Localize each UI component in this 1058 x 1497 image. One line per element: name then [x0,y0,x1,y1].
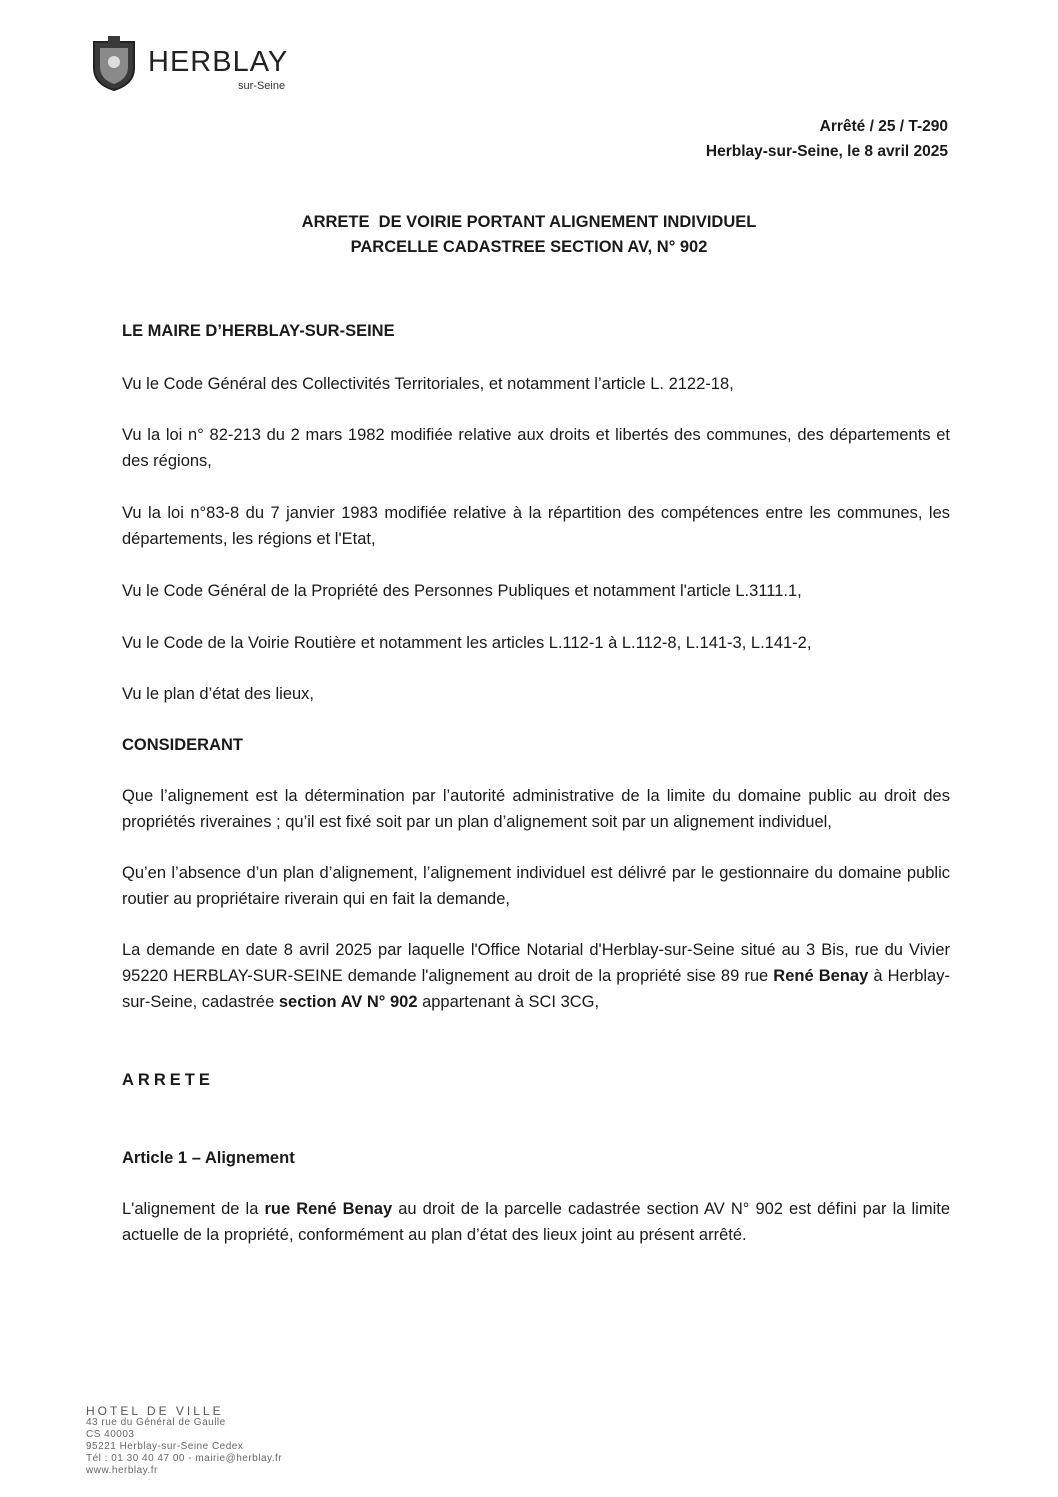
considerant-heading: CONSIDERANT [122,736,244,754]
title-line-1: ARRETE DE VOIRIE PORTANT ALIGNEMENT INDIVIDUEL [301,213,757,231]
arrete-heading: ARRETE [122,1071,214,1089]
footer-street: 43 rue du Général de Gaulle [86,1417,226,1428]
c3-street: René Benay [773,967,869,985]
considerant-1: Que l’alignement est la détermination par l’autorité administrative de la limite du domaine public au droit des propriétés riveraines ; qu’il est fixé soit par un plan d’alignement soit par un alignement individuel, [122,787,950,831]
a1-text-c: au droit de la parcelle cadastrée section AV N° 902 est défini par la limite actuelle de la propriété, conformément au plan d’état des lieux joint au présent arrêté. [122,1200,950,1244]
article-1-text [122,1196,950,1248]
c3-text-c: à Herblay-sur-Seine, cadastrée [122,967,950,1011]
article-1-heading: Article 1 – Alignement [122,1149,295,1167]
c3-section: section AV N° 902 [278,993,418,1011]
maire-heading: LE MAIRE D’HERBLAY-SUR-SEINE [122,322,395,340]
vu-loi-1983: Vu la loi n°83-8 du 7 janvier 1983 modifiée relative à la répartition des compétences entre les communes, les départements, les régions et l'Etat, [122,504,950,548]
footer-website: www.herblay.fr [86,1465,158,1476]
a1-text-a: L'alignement de la [122,1200,265,1218]
vu-plan: Vu le plan d’état des lieux, [122,685,315,703]
document-reference [706,114,948,164]
a1-street: rue René Benay [264,1200,393,1218]
crest-icon [88,34,140,92]
document-body [122,318,950,1248]
document-title [0,210,1058,260]
footer-cs: CS 40003 [86,1429,135,1440]
logo-name: HERBLAY [148,46,289,78]
footer-contact: Tél : 01 30 40 47 00 - mairie@herblay.fr [86,1453,283,1464]
considerant-2: Qu’en l’absence d’un plan d’alignement, l’alignement individuel est délivré par le gestionnaire du domaine public routier au propriétaire riverain qui en fait la demande, [122,864,950,908]
footer-city: 95221 Herblay-sur-Seine Cedex [86,1441,244,1452]
arrete-date: Herblay-sur-Seine, le 8 avril 2025 [705,143,948,160]
vu-cgct: Vu le Code Général des Collectivités Territoriales, et notamment l’article L. 2122-18, [122,375,734,393]
c3-text-a: La demande en date 8 avril 2025 par laquelle l'Office Notarial d'Herblay-sur-Seine situé au 3 Bis, rue du Vivier 95220 HERBLAY-SUR-SEINE demande l'alignement au droit de la propriété sise 89 rue [122,941,950,985]
arrete-number: Arrêté / 25 / T-290 [819,118,948,135]
title-line-2: PARCELLE CADASTREE SECTION AV, N° 902 [350,238,708,256]
considerant-3 [122,937,950,1015]
footer-hotel-de-ville: HOTEL DE VILLE [86,1404,224,1418]
herblay-logo [88,34,318,96]
vu-loi-1982: Vu la loi n° 82-213 du 2 mars 1982 modifiée relative aux droits et libertés des communes, des départements et des régions, [122,426,950,470]
logo-subtitle: sur-Seine [238,80,286,92]
footer-address [86,1405,282,1477]
c3-text-e: appartenant à SCI 3CG, [417,993,600,1011]
vu-cgppp: Vu le Code Général de la Propriété des Personnes Publiques et notamment l'article L.3111.1, [122,582,802,600]
vu-voirie: Vu le Code de la Voirie Routière et notamment les articles L.112-1 à L.112-8, L.141-3, L.141-2, [122,634,812,652]
